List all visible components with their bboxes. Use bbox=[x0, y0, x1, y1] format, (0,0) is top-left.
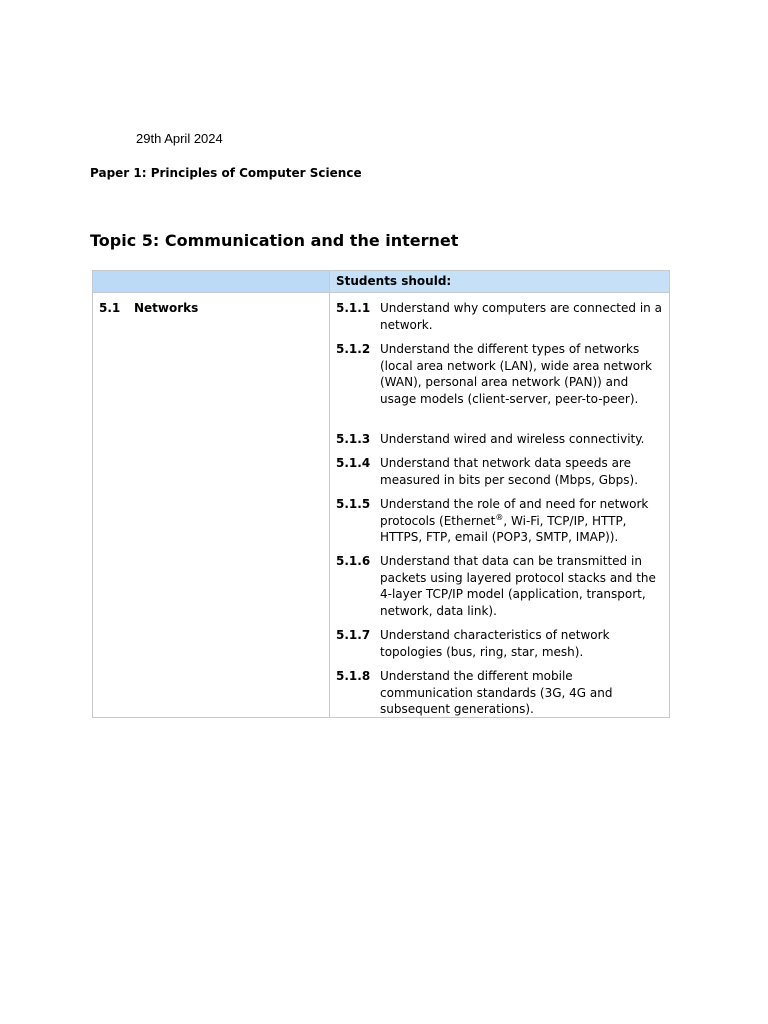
document-date: 29th April 2024 bbox=[136, 131, 223, 146]
spec-item-text-part: Understand the role of and need for network protocols (Ethernet bbox=[380, 497, 649, 528]
spec-item-text: Understand wired and wireless connectivity. bbox=[380, 432, 645, 446]
spec-item-text: Understand why computers are connected in a network. bbox=[380, 301, 662, 332]
spec-item-number: 5.1.2 bbox=[336, 342, 371, 356]
topic-name: Networks bbox=[134, 301, 199, 315]
table-header-row bbox=[93, 271, 669, 293]
spec-item-number: 5.1.1 bbox=[336, 301, 371, 315]
paper-title: Paper 1: Principles of Computer Science bbox=[90, 166, 362, 180]
spec-item-text: Understand that network data speeds are measured in bits per second (Mbps, Gbps). bbox=[380, 456, 639, 487]
spec-item-text: Understand the different mobile communication standards (3G, 4G and subsequent generations). bbox=[380, 669, 613, 716]
spec-item-number: 5.1.7 bbox=[336, 628, 371, 642]
registered-trademark-symbol: ® bbox=[495, 512, 504, 522]
table-header-label: Students should: bbox=[336, 274, 452, 288]
table-header-empty-cell bbox=[93, 271, 329, 292]
spec-item-number: 5.1.8 bbox=[336, 669, 371, 683]
topic-number: 5.1 bbox=[99, 301, 121, 315]
spec-item-number: 5.1.3 bbox=[336, 432, 371, 446]
topic-title: Topic 5: Communication and the internet bbox=[90, 231, 459, 250]
spec-item-text: Understand that data can be transmitted in packets using layered protocol stacks and the 4-layer TCP/IP model (application, transport, network, data link). bbox=[380, 554, 656, 618]
spec-item-number: 5.1.5 bbox=[336, 497, 371, 511]
specification-table bbox=[92, 270, 670, 718]
spec-item-text: Understand the different types of networks (local area network (LAN), wide area network (WAN), personal area network (PAN)) and usage models (client-server, peer-to-peer). bbox=[380, 342, 652, 406]
column-divider bbox=[329, 271, 330, 717]
spec-item-text-part: , Wi-Fi, TCP/IP, HTTP, HTTPS, FTP, email (POP3, SMTP, IMAP)). bbox=[380, 513, 627, 544]
spec-item-number: 5.1.4 bbox=[336, 456, 371, 470]
spec-item-text bbox=[380, 496, 668, 546]
spec-item-number: 5.1.6 bbox=[336, 554, 371, 568]
spec-item-text: Understand characteristics of network topologies (bus, ring, star, mesh). bbox=[380, 628, 610, 659]
